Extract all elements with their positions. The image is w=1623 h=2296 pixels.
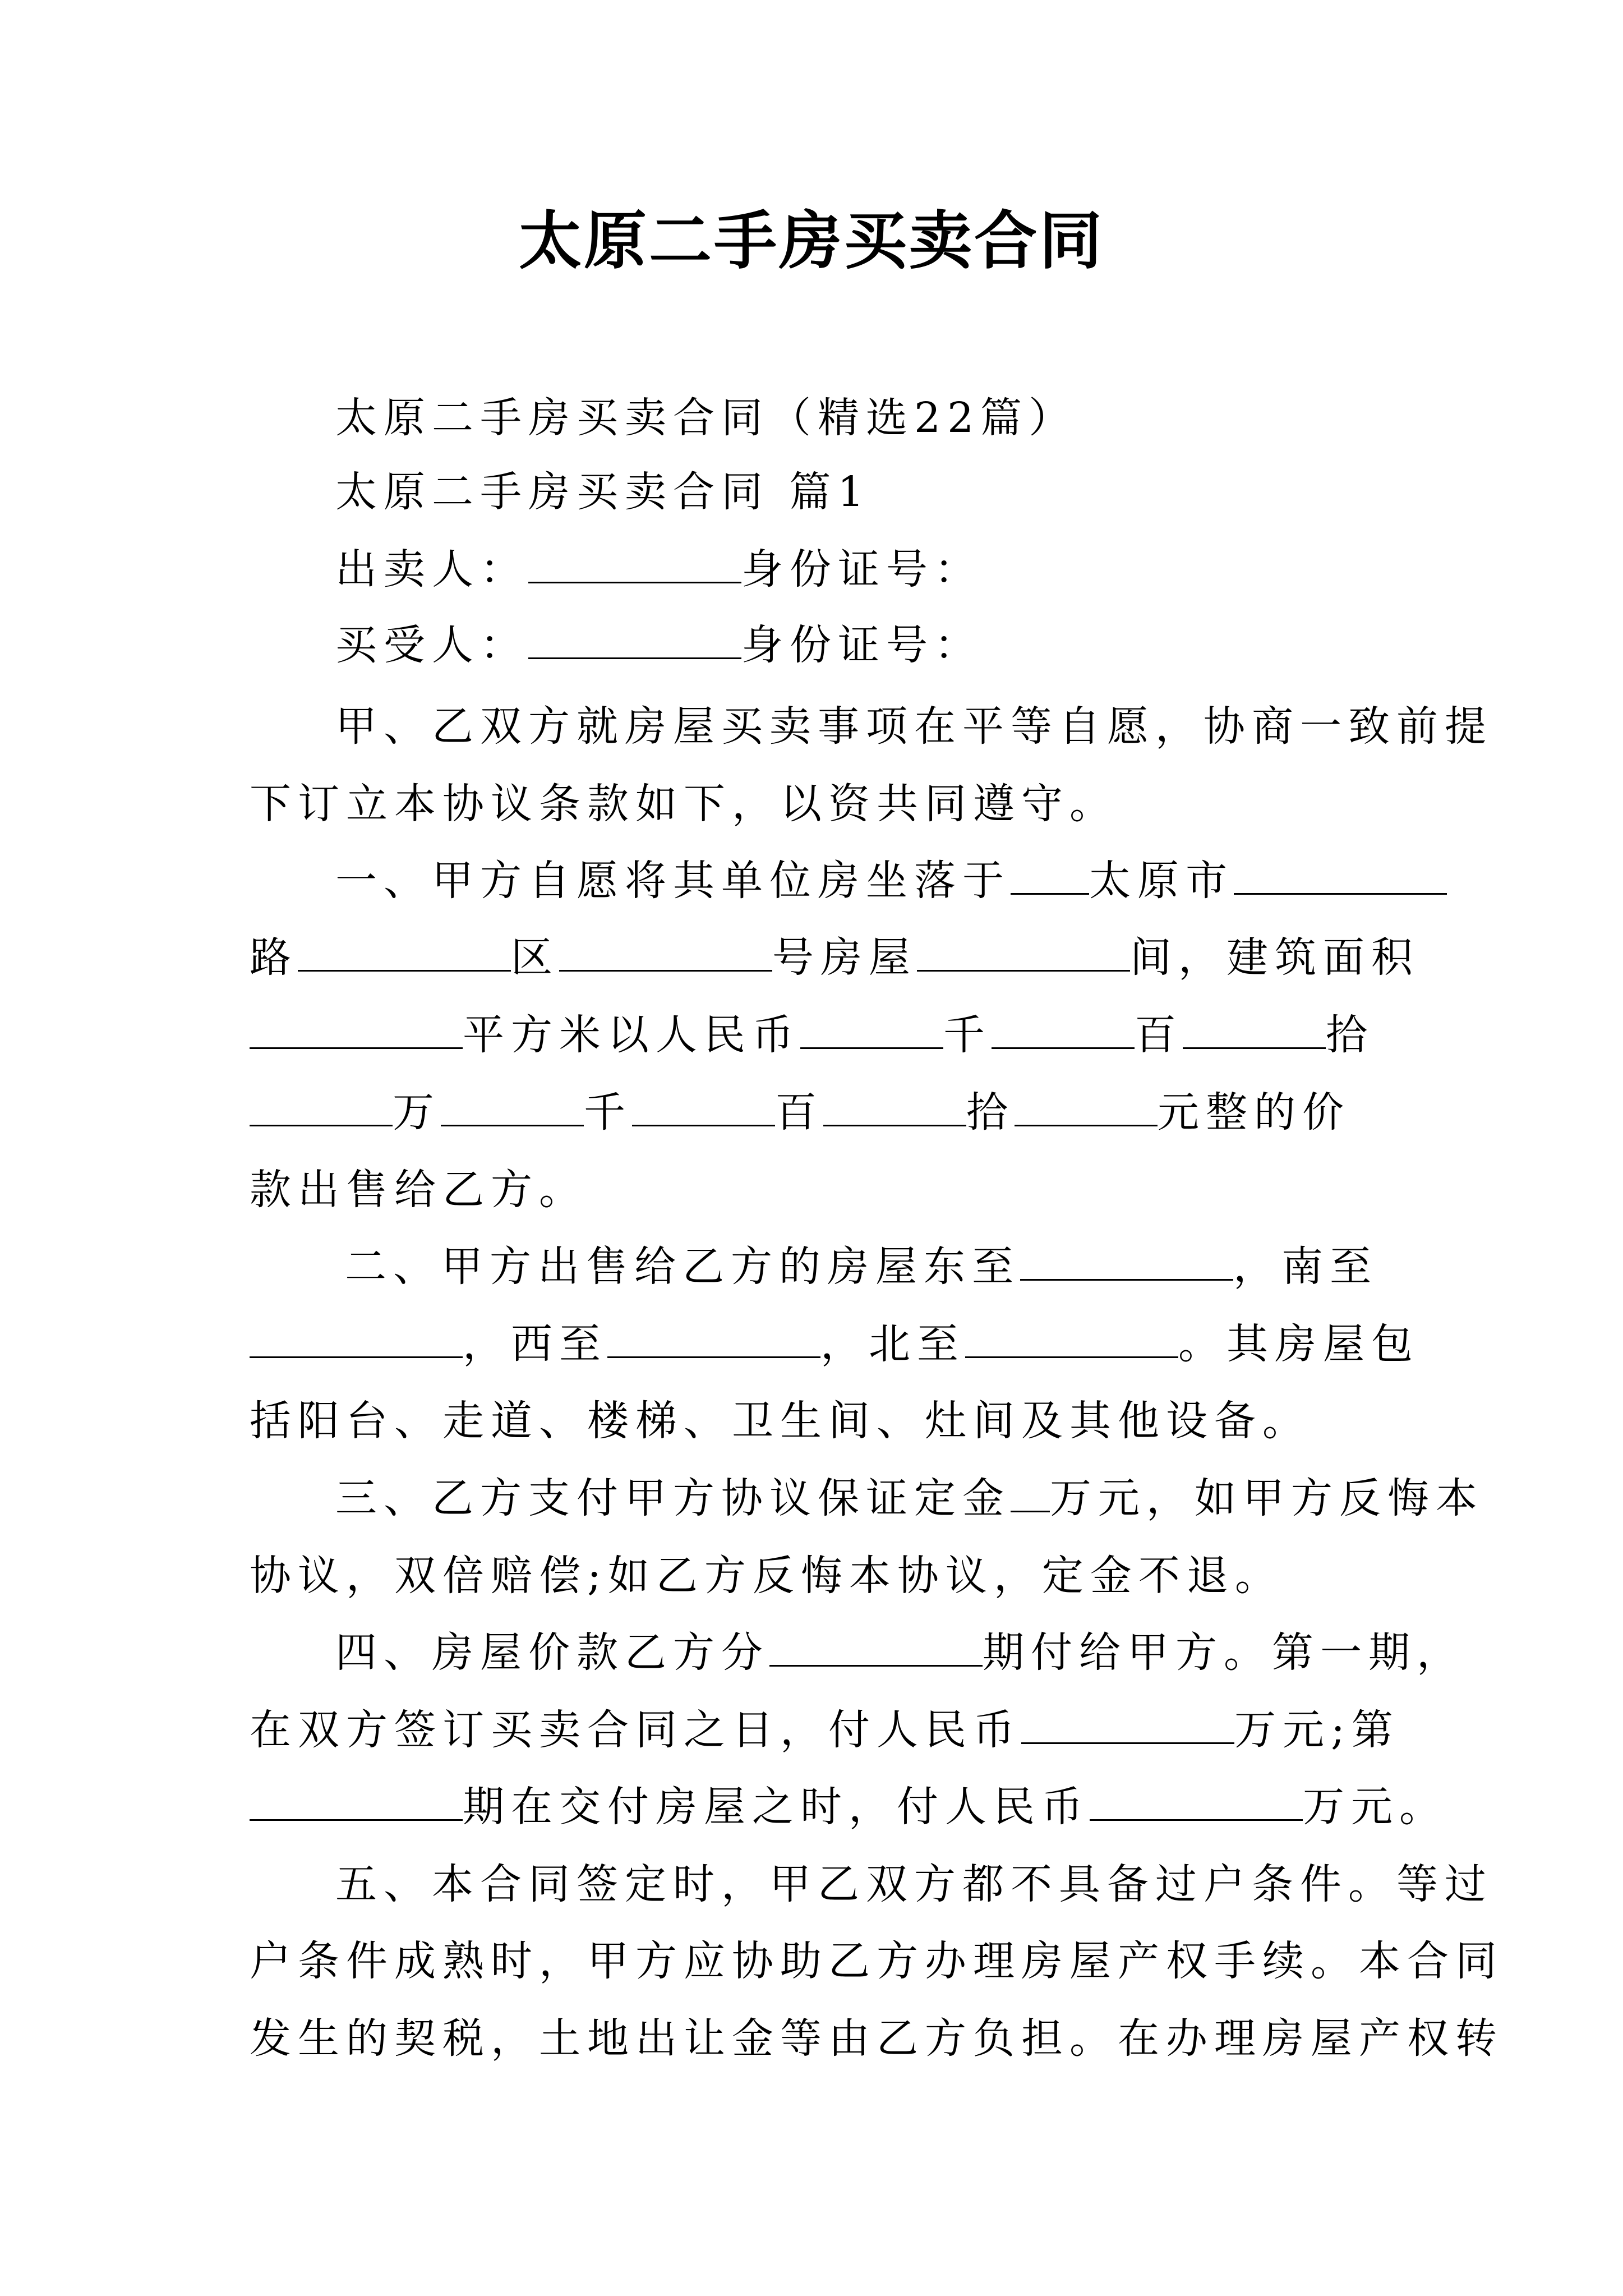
- blank: [965, 1322, 1178, 1358]
- clause1-line-2: [250, 927, 1419, 988]
- clause2-text: ，西至: [463, 1320, 607, 1368]
- buyer-label: 买受人：: [335, 621, 528, 669]
- clause4-text: 期在交付房屋之时，付人民币: [463, 1783, 1090, 1831]
- clause1-text: 拾: [1326, 1011, 1374, 1059]
- clause5-line-1: 五、本合同签定时，甲乙双方都不具备过户条件。等过: [335, 1860, 1493, 1908]
- blank: [441, 1090, 584, 1126]
- clause2-text: ，南至: [1233, 1243, 1378, 1291]
- clause1-text: 区: [511, 933, 559, 982]
- blank: [1090, 1784, 1303, 1821]
- clause4-text: 万元。: [1303, 1783, 1447, 1831]
- blank: [1021, 1708, 1234, 1744]
- clause1-text: 路: [250, 933, 298, 982]
- blank: [992, 1013, 1135, 1049]
- clause5-line-3: 发生的契税，土地出让金等由乙方负担。在办理房屋产权转: [250, 2014, 1504, 2063]
- blank: [823, 1090, 966, 1126]
- blank: [769, 1630, 983, 1667]
- blank: [1020, 1244, 1233, 1281]
- clause4-text: 万元;第: [1234, 1706, 1400, 1754]
- clause3-text: 三、乙方支付甲方协议保证定金: [335, 1474, 1011, 1522]
- blank: [917, 935, 1130, 972]
- clause1-line-4: [250, 1082, 1350, 1143]
- clause1-line-3: [250, 1004, 1374, 1066]
- buyer-name-blank: [528, 623, 741, 659]
- blank: [1183, 1013, 1326, 1049]
- clause2-line-3: 括阳台、走道、楼梯、卫生间、灶间及其他设备。: [250, 1397, 1311, 1445]
- blank: [607, 1322, 820, 1358]
- blank: [298, 935, 511, 972]
- blank: [250, 1090, 393, 1126]
- clause1-text: 万: [393, 1088, 441, 1137]
- clause3-line-2: 协议，双倍赔偿;如乙方反悔本协议，定金不退。: [250, 1552, 1283, 1600]
- blank: [1234, 858, 1447, 895]
- clause2-text: 二、甲方出售给乙方的房屋东至: [345, 1243, 1020, 1291]
- clause2-text: ，北至: [820, 1320, 965, 1368]
- blank: [250, 1322, 463, 1358]
- clause1-line-5: 款出售给乙方。: [250, 1166, 587, 1214]
- clause1-text: 百: [1135, 1011, 1183, 1059]
- buyer-line: [335, 614, 983, 676]
- blank: [1011, 858, 1089, 895]
- clause1-line-1: [335, 850, 1447, 912]
- clause4-line-2: [250, 1699, 1400, 1761]
- clause1-text: 千: [584, 1088, 632, 1137]
- blank: [250, 1013, 463, 1049]
- blank: [559, 935, 772, 972]
- seller-label: 出卖人：: [335, 545, 528, 593]
- clause1-text: 百: [775, 1088, 823, 1137]
- blank: [632, 1090, 775, 1126]
- clause1-text: 号房屋: [772, 933, 917, 982]
- blank: [250, 1784, 463, 1821]
- clause5-line-2: 户条件成熟时，甲方应协助乙方办理房屋产权手续。本合同: [250, 1937, 1504, 1985]
- clause1-text: 平方米以人民币: [463, 1011, 800, 1059]
- clause4-text: 四、房屋价款乙方分: [335, 1628, 769, 1677]
- intro-line-1: 甲、乙双方就房屋买卖事项在平等自愿，协商一致前提: [335, 702, 1493, 751]
- clause1-text: 千: [943, 1011, 992, 1059]
- blank: [1015, 1090, 1158, 1126]
- clause1-text: 拾: [966, 1088, 1015, 1137]
- intro-line-2: 下订立本协议条款如下，以资共同遵守。: [250, 780, 1118, 828]
- clause3-line-1: [335, 1467, 1484, 1529]
- blank: [1011, 1476, 1050, 1512]
- chapter-heading: 太原二手房买卖合同 篇1: [335, 468, 871, 516]
- blank: [800, 1013, 943, 1049]
- clause1-text: 间，建筑面积: [1130, 933, 1419, 982]
- clause4-text: 期付给甲方。第一期，: [983, 1628, 1465, 1677]
- clause4-line-1: [335, 1622, 1465, 1683]
- clause2-text: 。其房屋包: [1178, 1320, 1419, 1368]
- seller-id-label: 身份证号：: [741, 545, 983, 593]
- seller-name-blank: [528, 547, 741, 583]
- clause4-text: 在双方签订买卖合同之日，付人民币: [250, 1706, 1021, 1754]
- document-title: 太原二手房买卖合同: [519, 204, 1104, 278]
- clause1-text: 太原市: [1089, 857, 1234, 905]
- subtitle: 太原二手房买卖合同（精选22篇）: [335, 394, 1077, 442]
- clause2-line-2: [250, 1313, 1419, 1375]
- clause4-line-3: [250, 1776, 1447, 1838]
- clause1-text: 一、甲方自愿将其单位房坐落于: [335, 857, 1011, 905]
- seller-line: [335, 539, 983, 600]
- buyer-id-label: 身份证号：: [741, 621, 983, 669]
- clause3-text: 万元，如甲方反悔本: [1050, 1474, 1484, 1522]
- clause2-line-1: [345, 1236, 1378, 1297]
- clause1-text: 元整的价: [1158, 1088, 1350, 1137]
